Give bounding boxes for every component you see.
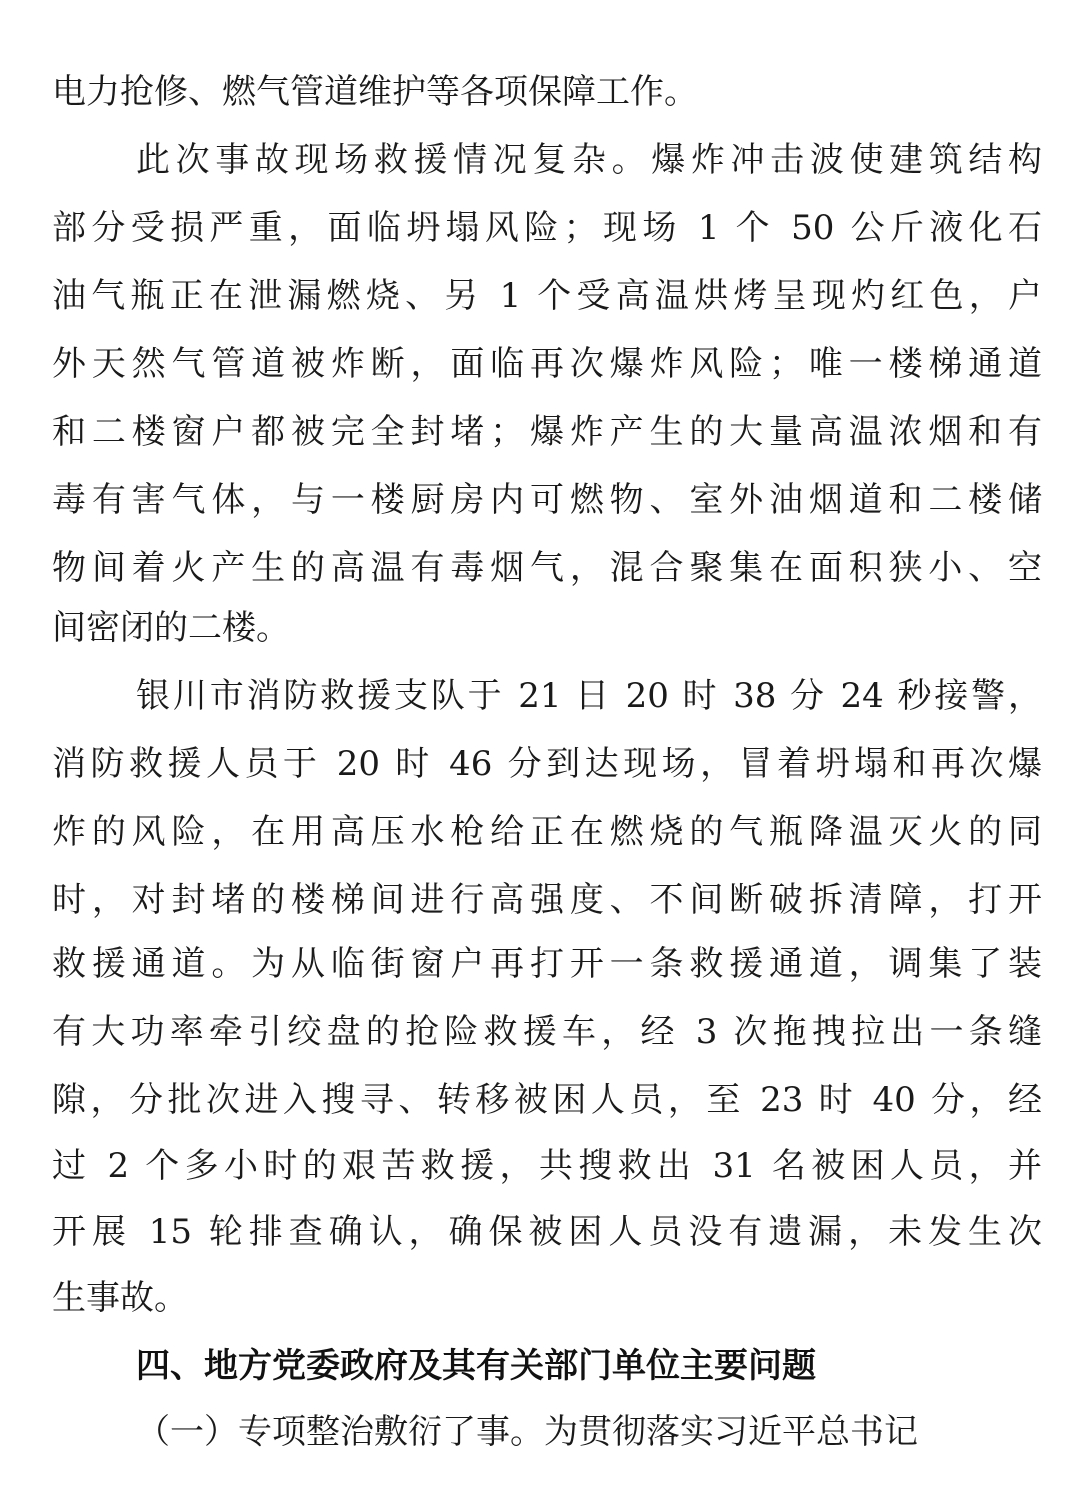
paragraph-line: 毒有害气体，与一楼厨房内可燃物、室外油烟道和二楼储	[52, 480, 1042, 520]
paragraph-line: 间密闭的二楼。	[52, 608, 290, 648]
paragraph-line: 救援通道。为从临街窗户再打开一条救援通道，调集了装	[52, 944, 1042, 984]
paragraph-line: 电力抢修、燃气管道维护等各项保障工作。	[52, 72, 698, 112]
paragraph-line: 银川市消防救援支队于 21 日 20 时 38 分 24 秒接警，	[136, 676, 1042, 716]
paragraph-line: 部分受损严重，面临坍塌风险；现场 1 个 50 公斤液化石	[52, 208, 1042, 248]
paragraph-line: 生事故。	[52, 1278, 188, 1318]
paragraph-line: 炸的风险，在用高压水枪给正在燃烧的气瓶降温灭火的同	[52, 812, 1042, 852]
paragraph-line: 此次事故现场救援情况复杂。爆炸冲击波使建筑结构	[136, 140, 1042, 180]
paragraph-line: 消防救援人员于 20 时 46 分到达现场，冒着坍塌和再次爆	[52, 744, 1042, 784]
subsection-title: （一）专项整治敷衍了事。	[136, 1412, 544, 1452]
paragraph-line: 有大功率牵引绞盘的抢险救援车，经 3 次拖拽拉出一条缝	[52, 1012, 1042, 1052]
paragraph-line: 开展 15 轮排查确认，确保被困人员没有遗漏，未发生次	[52, 1212, 1042, 1252]
paragraph-line: 和二楼窗户都被完全封堵；爆炸产生的大量高温浓烟和有	[52, 412, 1042, 452]
paragraph-line: 油气瓶正在泄漏燃烧、另 1 个受高温烘烤呈现灼红色，户	[52, 276, 1042, 316]
paragraph-line: 过 2 个多小时的艰苦救援，共搜救出 31 名被困人员，并	[52, 1146, 1042, 1186]
paragraph-line: 外天然气管道被炸断，面临再次爆炸风险；唯一楼梯通道	[52, 344, 1042, 384]
paragraph-line: 物间着火产生的高温有毒烟气，混合聚集在面积狭小、空	[52, 548, 1042, 588]
paragraph-line: 时，对封堵的楼梯间进行高强度、不间断破拆清障，打开	[52, 880, 1042, 920]
section-heading: 四、地方党委政府及其有关部门单位主要问题	[136, 1346, 816, 1386]
subsection-text: 为贯彻落实习近平总书记	[544, 1412, 918, 1452]
subsection-line	[136, 1412, 1042, 1452]
paragraph-line: 隙，分批次进入搜寻、转移被困人员，至 23 时 40 分，经	[52, 1080, 1042, 1120]
